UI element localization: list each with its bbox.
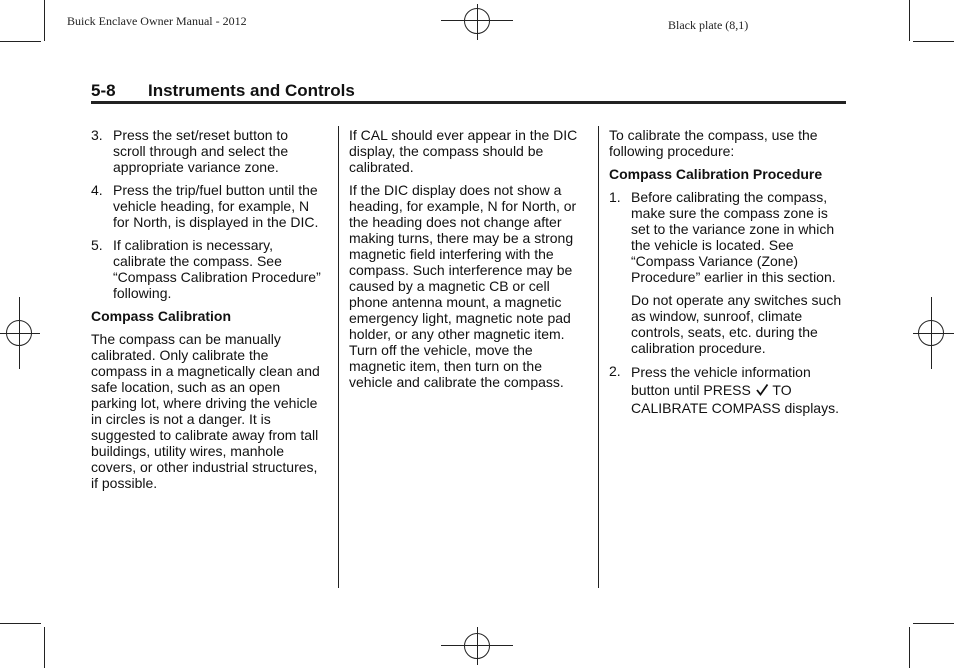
step-number: 5. [91, 237, 103, 253]
paragraph: If the DIC display does not show a heading, for example, N for North, or the heading does not change after making turns, there may be a strong magnetic field interfering with the compass. Such interference may be caused by a magnetic CB or cell phone antenna mount, a magnetic emergency light, magnetic note pad holder, or any other magnetic item. Turn off the vehicle, move the magnetic item, then turn on the vehicle and calibrate the compass. [349, 182, 577, 390]
step-number: 3. [91, 127, 103, 143]
column-divider [598, 126, 599, 588]
crop-mark [913, 41, 954, 42]
paragraph: If CAL should ever appear in the DIC display, the compass should be calibrated. [349, 127, 578, 175]
list-item [609, 363, 845, 417]
step-text: If calibration is necessary, calibrate the compass. See “Compass Calibration Procedure” following. [113, 237, 321, 301]
section-title: Instruments and Controls [148, 81, 355, 100]
crop-mark [44, 627, 45, 668]
paragraph: To calibrate the compass, use the following procedure: [609, 127, 818, 159]
list-item [91, 237, 323, 301]
column-1 [91, 127, 323, 498]
crop-mark [0, 623, 41, 624]
header-right-text: Black plate (8,1) [668, 18, 749, 32]
crop-mark [913, 623, 954, 624]
subheading: Compass Calibration [91, 308, 232, 324]
checkmark-icon [755, 383, 769, 397]
step-text: Before calibrating the compass, make sure the compass zone is set to the variance zone in which the vehicle is located. See “Compass Variance (Zone) Procedure” earlier in this section. [631, 189, 836, 285]
crop-mark [909, 627, 910, 668]
list-item [609, 189, 845, 285]
step-number: 4. [91, 182, 103, 198]
step-text-part: Press the vehicle information button until PRESS [631, 364, 811, 398]
header-left-text: Buick Enclave Owner Manual - 2012 [67, 14, 247, 28]
step-number: 2. [609, 363, 621, 379]
crop-mark [909, 0, 910, 41]
crop-mark [44, 0, 45, 41]
list-item [91, 127, 323, 175]
step-text: Press the set/reset button to scroll through and select the appropriate variance zone. [113, 127, 289, 175]
paragraph: The compass can be manually calibrated. Only calibrate the compass in a magnetically clean and safe location, such as an open parking lot, where driving the vehicle in circles is not a danger. It is suggested to calibrate away from tall buildings, utility wires, manhole covers, or other industrial structures, if possible. [91, 331, 320, 491]
step-text [631, 363, 845, 417]
section-number: 5-8 [91, 81, 116, 100]
paragraph: Do not operate any switches such as window, sunroof, climate controls, seats, etc. during the calibration procedure. [631, 292, 842, 356]
step-number: 1. [609, 189, 621, 205]
list-item [91, 182, 323, 230]
crop-mark [0, 41, 41, 42]
column-2 [349, 127, 587, 397]
column-3 [609, 127, 845, 424]
step-text: Press the trip/fuel button until the vehicle heading, for example, N for North, is displayed in the DIC. [113, 182, 319, 230]
column-divider [338, 126, 339, 588]
step-text-part: TO CALIBRATE COMPASS displays. [631, 382, 839, 416]
title-rule [91, 101, 846, 104]
subheading: Compass Calibration Procedure [609, 166, 823, 182]
